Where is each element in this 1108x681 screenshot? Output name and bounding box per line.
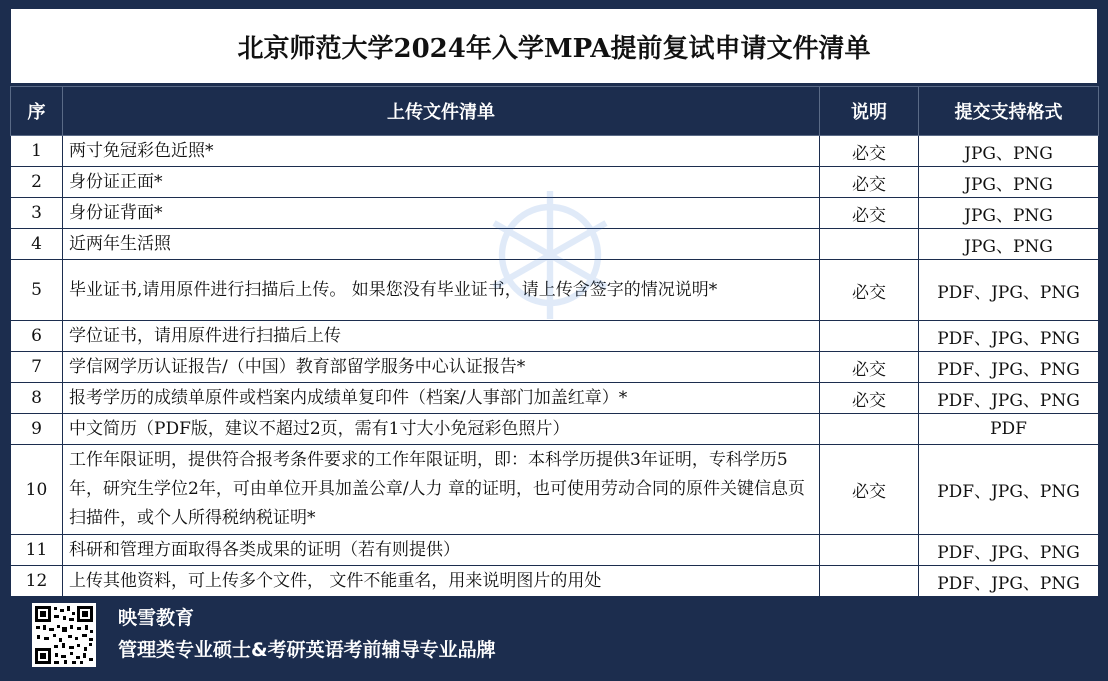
row-note: 必交 (820, 136, 919, 167)
header-no: 序 (11, 87, 63, 136)
row-note (820, 535, 919, 566)
row-item: 身份证背面* (63, 198, 820, 229)
row-number: 11 (11, 535, 63, 566)
page-title: 北京师范大学2024年入学MPA提前复试申请文件清单 (237, 33, 871, 64)
row-format: PDF、JPG、PNG (919, 566, 1099, 597)
row-number: 3 (11, 198, 63, 229)
row-format: PDF、JPG、PNG (919, 352, 1099, 383)
header-row (11, 87, 1099, 136)
row-note: 必交 (820, 167, 919, 198)
row-number: 4 (11, 229, 63, 260)
table-row (11, 167, 1099, 198)
document-table (10, 86, 1099, 597)
row-note: 必交 (820, 445, 919, 535)
header-note: 说明 (820, 87, 919, 136)
table-row (11, 229, 1099, 260)
row-item: 中文简历（PDF版，建议不超过2页，需有1寸大小免冠彩色照片） (63, 414, 820, 445)
row-number: 6 (11, 321, 63, 352)
table-row (11, 198, 1099, 229)
row-number: 1 (11, 136, 63, 167)
row-item: 科研和管理方面取得各类成果的证明（若有则提供） (63, 535, 820, 566)
qr-code-icon (32, 603, 96, 667)
row-item: 毕业证书,请用原件进行扫描后上传。 如果您没有毕业证书，请上传含签字的情况说明* (63, 260, 820, 321)
row-item: 报考学历的成绩单原件或档案内成绩单复印件（档案/人事部门加盖红章）* (63, 383, 820, 414)
row-format: PDF (919, 414, 1099, 445)
row-note: 必交 (820, 352, 919, 383)
row-note (820, 414, 919, 445)
row-format: PDF、JPG、PNG (919, 535, 1099, 566)
row-note: 必交 (820, 198, 919, 229)
row-note (820, 321, 919, 352)
row-number: 9 (11, 414, 63, 445)
row-format: PDF、JPG、PNG (919, 260, 1099, 321)
table-row (11, 445, 1099, 535)
row-item: 近两年生活照 (63, 229, 820, 260)
row-note: 必交 (820, 260, 919, 321)
row-note (820, 566, 919, 597)
row-note (820, 229, 919, 260)
row-format: PDF、JPG、PNG (919, 445, 1099, 535)
brand-name: 映雪教育 (118, 607, 195, 629)
table-row (11, 566, 1099, 597)
row-format: JPG、PNG (919, 167, 1099, 198)
row-format: JPG、PNG (919, 229, 1099, 260)
table-row (11, 383, 1099, 414)
footer (0, 593, 1108, 681)
row-item: 工作年限证明，提供符合报考条件要求的工作年限证明，即：本科学历提供3年证明，专科学历5年，研究生学位2年，可由单位开具加盖公章/人力 章的证明，也可使用劳动合同的原件关键信息页扫描件，或个人所得税纳税证明* (63, 445, 820, 535)
row-number: 12 (11, 566, 63, 597)
row-number: 2 (11, 167, 63, 198)
row-number: 8 (11, 383, 63, 414)
row-item: 学位证书，请用原件进行扫描后上传 (63, 321, 820, 352)
table-row (11, 321, 1099, 352)
row-format: PDF、JPG、PNG (919, 321, 1099, 352)
row-format: JPG、PNG (919, 198, 1099, 229)
brand-slogan: 管理类专业硕士&考研英语考前辅导专业品牌 (118, 639, 496, 661)
row-item: 身份证正面* (63, 167, 820, 198)
row-number: 7 (11, 352, 63, 383)
table-row (11, 352, 1099, 383)
row-item: 学信网学历认证报告/（中国）教育部留学服务中心认证报告* (63, 352, 820, 383)
table-row (11, 414, 1099, 445)
header-item: 上传文件清单 (63, 87, 820, 136)
row-number: 10 (11, 445, 63, 535)
row-item: 上传其他资料，可上传多个文件， 文件不能重名，用来说明图片的用处 (63, 566, 820, 597)
row-number: 5 (11, 260, 63, 321)
row-format: PDF、JPG、PNG (919, 383, 1099, 414)
table-row (11, 535, 1099, 566)
row-item: 两寸免冠彩色近照* (63, 136, 820, 167)
table-row (11, 136, 1099, 167)
row-format: JPG、PNG (919, 136, 1099, 167)
title-box (10, 8, 1098, 84)
table-row (11, 260, 1099, 321)
header-format: 提交支持格式 (919, 87, 1099, 136)
row-note: 必交 (820, 383, 919, 414)
